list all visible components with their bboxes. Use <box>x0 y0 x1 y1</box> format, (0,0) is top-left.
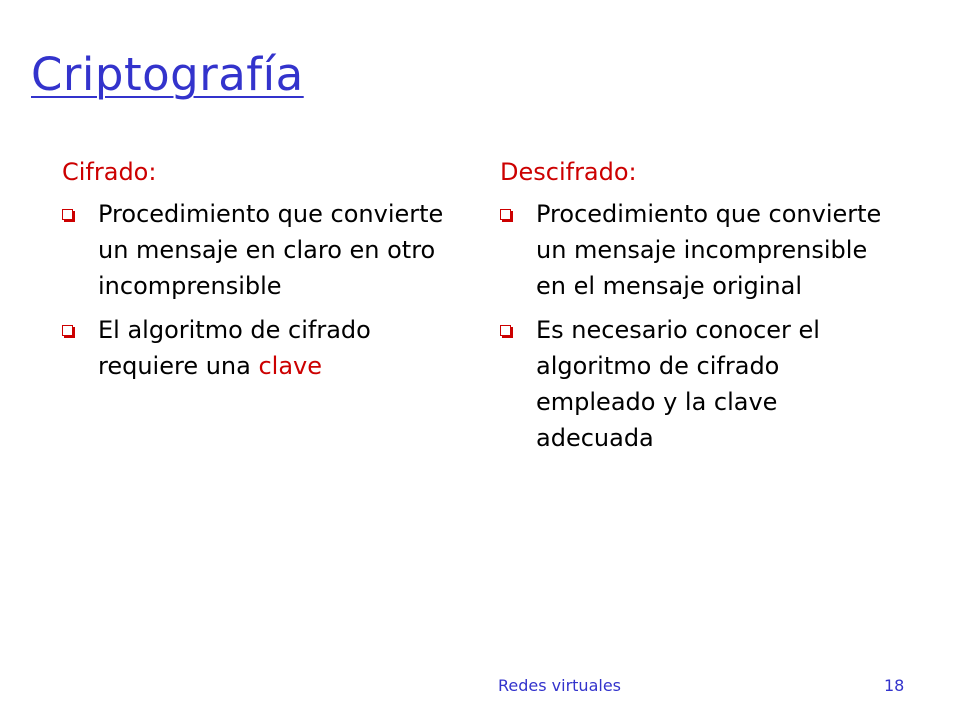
bullet-text: El algoritmo de cifrado requiere una <box>98 316 371 380</box>
bullet-item <box>62 312 462 384</box>
descifrado-column <box>500 154 900 464</box>
descifrado-heading: Descifrado: <box>500 158 637 186</box>
footer-label: Redes virtuales <box>498 676 621 695</box>
square-bullet-icon <box>62 325 73 336</box>
square-bullet-icon <box>62 209 73 220</box>
bullet-item <box>500 196 900 304</box>
bullet-item <box>500 312 900 456</box>
bullet-item <box>62 196 462 304</box>
bullet-text: Es necesario conocer el algoritmo de cifrado empleado y la clave adecuada <box>536 316 820 452</box>
cifrado-bullet-list <box>62 196 462 384</box>
slide-title[interactable]: Criptografía <box>31 48 304 101</box>
descifrado-bullet-list <box>500 196 900 456</box>
square-bullet-icon <box>500 209 511 220</box>
square-bullet-icon <box>500 325 511 336</box>
bullet-text: Procedimiento que convierte un mensaje en claro en otro incomprensible <box>98 200 444 300</box>
slide-number: 18 <box>884 676 905 695</box>
highlight-keyword: clave <box>258 352 323 380</box>
cifrado-column <box>62 154 462 392</box>
bullet-text: Procedimiento que convierte un mensaje incomprensible en el mensaje original <box>536 200 882 300</box>
cifrado-heading: Cifrado: <box>62 158 157 186</box>
